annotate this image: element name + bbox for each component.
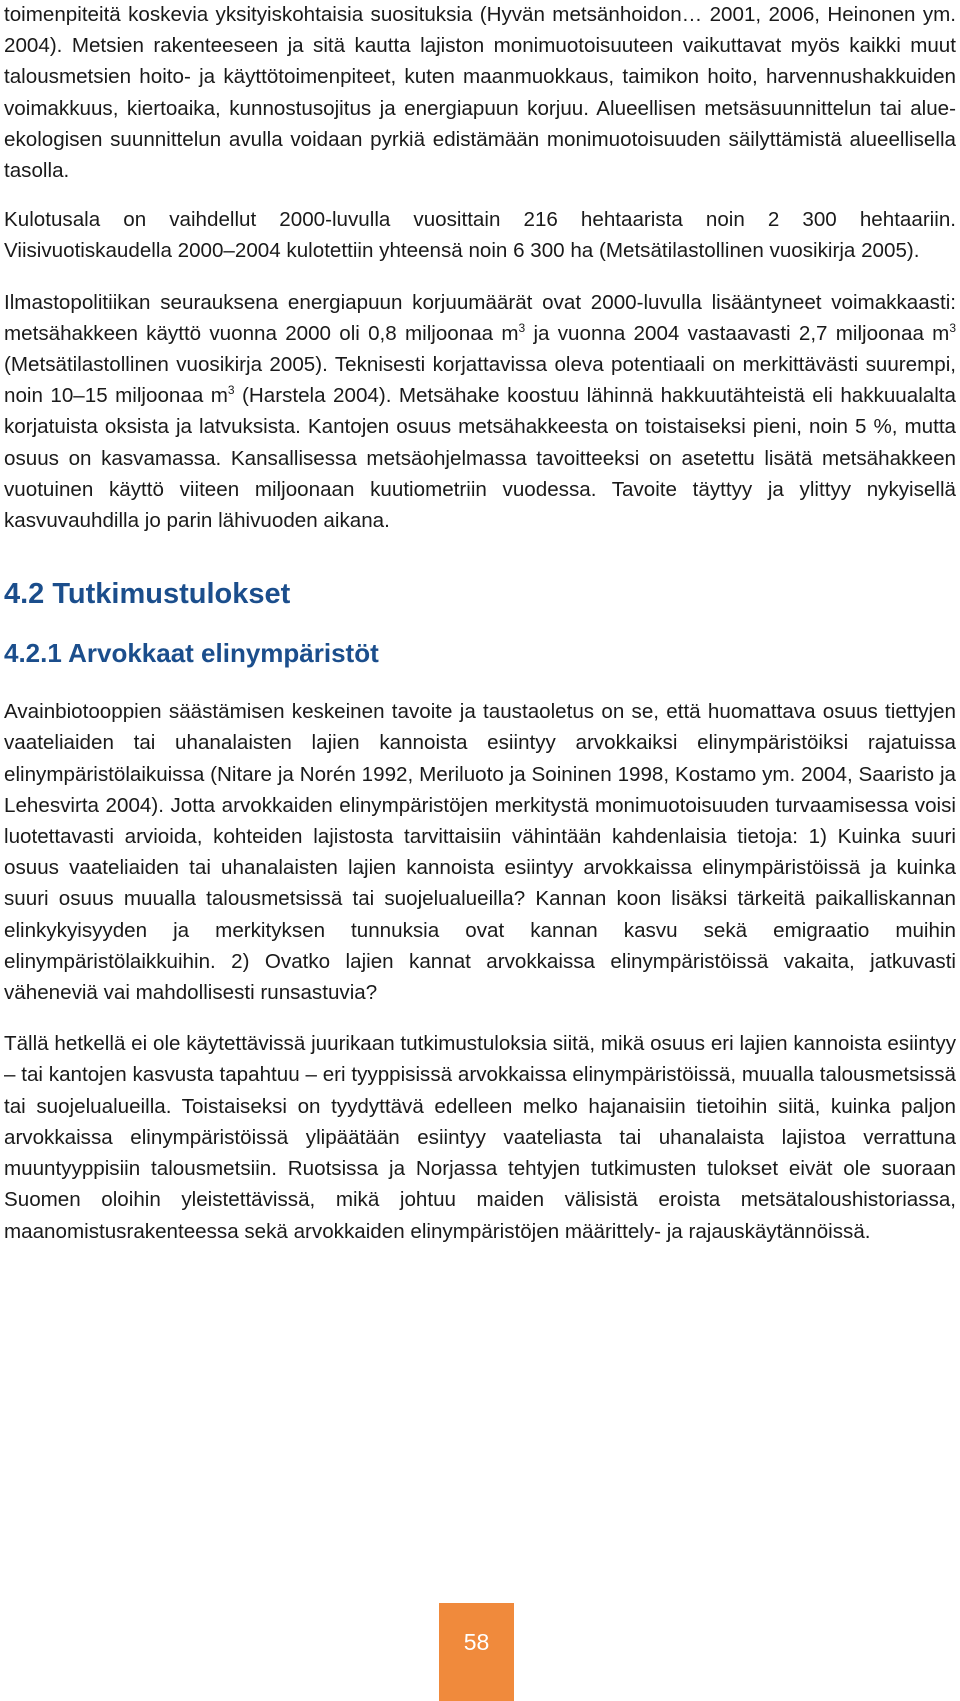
paragraph-text: toimenpiteitä koskevia yksityiskohtaisia suosituksia (Hyvän metsänhoidon… 2001, 2006, Heinonen ym. 2004). Metsien rakenteeseen ja sitä kautta lajiston monimuotoisuuteen vaikuttavat myös kaikki muut talousmetsien hoito- ja käyttötoimenpiteet, kuten maanmuokkaus, taimikon hoito, harvennushakkuiden voimakkuus, kiertoaika, kunnostusojitus ja energiapuun korjuu. Alueellisen metsäsuunnittelun tai alue-ekologisen suunnittelun avulla voidaan pyrkiä edistämään monimuotoisuuden säilyttämistä alueellisella tasolla. [4,3,956,183]
superscript: 3 [227,383,235,398]
section-heading: 4.2 Tutkimustulokset [4,578,291,611]
superscript: 3 [949,320,956,335]
paragraph-research-status [4,1028,956,1246]
paragraph-text: (Harstela 2004). Metsähake koostuu lähinnä hakkuutähteistä eli hakkuualalta korjatuista oksista ja latvuksista. Kantojen osuus metsähakkeesta on toistaiseksi pieni, noin 5 %, mutta osuus on kasvamassa. Kansallisessa metsäohjelmassa tavoitteeksi on asetettu lisätä metsähakkeen vuotuinen käyttö viiteen miljoonaan kuutiometriin vuodessa. Tavoite täyttyy ja ylittyy nykyisellä kasvuvauhdilla jo parin lähivuoden aikana. [4,384,956,533]
paragraph-key-habitats [4,696,956,1008]
paragraph-text: Tällä hetkellä ei ole käytettävissä juurikaan tutkimustuloksia siitä, mikä osuus eri lajien kannoista esiintyy – tai kantojen kasvusta tapahtuu – eri tyyppisissä arvokkaissa elinympäristöissä, muualla talousmetsissä tai suojelualueilla. Toistaiseksi on tyydyttävä edelleen melko hajanaisiin tietoihin siitä, kuinka paljon arvokkaissa elinympäristöissä ylipäätään esiintyy vaateliasta tai uhanalaista lajistoa verrattuna muuntyyppisiin talousmetsiin. Ruotsissa ja Norjassa tehtyjen tutkimusten tulokset eivät ole suoraan Suomen oloihin yleistettävissä, mikä johtuu maiden välisistä eroista metsätaloushistoriassa, maanomistusrakenteessa sekä arvokkaiden elinympäristöjen määrittely- ja rajauskäytännöissä. [4,1032,956,1243]
paragraph-text: Kulotusala on vaihdellut 2000-luvulla vuosittain 216 hehtaarista noin 2 300 hehtaariin. Viisivuotiskaudella 2000–2004 kulotettiin yhteensä noin 6 300 ha (Metsätilastollinen vuosikirja 2005). [4,208,956,263]
paragraph-burning-area [4,204,956,266]
page-number-badge: 58 [439,1603,514,1701]
paragraph-text: (Metsätilastollinen vuosikirja 2005). Teknisesti korjattavissa oleva potentiaali on merkittävästi suurempi, noin 10–15 miljoonaa m [4,353,956,408]
subsection-heading: 4.2.1 Arvokkaat elinympäristöt [4,638,379,669]
superscript: 3 [518,320,526,335]
paragraph-text: Ilmastopolitiikan seurauksena energiapuun korjuumäärät ovat 2000-luvulla lisääntyneet voimakkaasti: metsähakkeen käyttö vuonna 2000 oli 0,8 miljoonaa m [4,290,956,345]
paragraph-text: ja vuonna 2004 vastaavasti 2,7 miljoonaa m [525,321,950,345]
paragraph-energy-wood [4,287,956,537]
paragraph-forest-management [4,0,956,186]
paragraph-text: Avainbiotooppien säästämisen keskeinen tavoite ja taustaoletus on se, että huomattava osuus tiettyjen vaateliaiden tai uhanalaisten lajien kannoista esiintyy arvokkaiksi elinympäristöiksi rajatuissa elinympäristölaikuissa (Nitare ja Norén 1992, Meriluoto ja Soininen 1998, Kostamo ym. 2004, Saaristo ja Lehesvirta 2004). Jotta arvokkaiden elinympäristöjen merkitystä monimuotoisuuden turvaamisessa voisi luotettavasti arvioida, kohteiden lajistosta tarvittaisiin vähintään kahdenlaisia tietoja: 1) Kuinka suuri osuus vaateliaiden tai uhanalaisten lajien kannoista esiintyy arvokkaissa elinympäristöissä ja kuinka suuri osuus muualla talousmetsissä tai suojelualueilla? Kannan koon lisäksi tärkeitä paikalliskannan elinkykyisyyden ja merkityksen tunnuksia ovat kannan kasvu sekä emigraatio muihin elinympäristölaikkuihin. 2) Ovatko lajien kannat arvokkaissa elinympäristöissä vakaita, jatkuvasti väheneviä vai mahdollisesti runsastuvia? [4,700,956,1005]
document-page [4,0,956,1247]
